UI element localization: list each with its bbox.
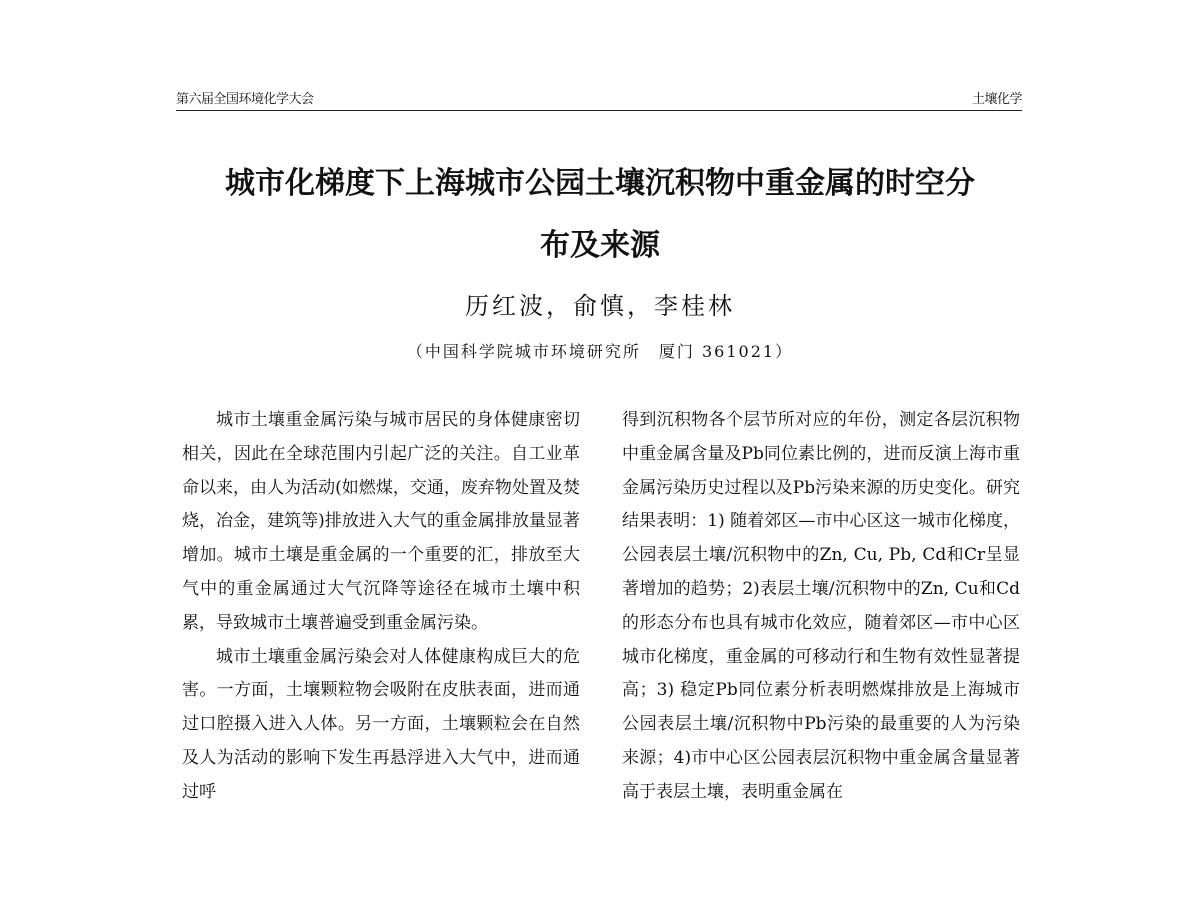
body-paragraph-continued: 得到沉积物各个层节所对应的年份，测定各层沉积物中重金属含量及Pb同位素比例的，进而反演上海市重金属污染历史过程以及Pb污染来源的历史变化。研究结果表明：1) 随着郊区—市中心区这一城市化梯度，公园表层土壤/沉积物中的Zn, Cu, Pb, Cd和Cr呈显著增加的趋势；2)表层土壤/沉积物中的Zn, Cu和Cd的形态分布也具有城市化效应，随着郊区—市中心区城市化梯度，重金属的可移动行和生物有效性显著提高；3) 稳定Pb同位素分析表明燃煤排放是上海城市公园表层土壤/沉积物中Pb污染的最重要的人为污染来源；4)市中心区公园表层沉积物中重金属含量显著高于表层土壤，表明重金属在 <box>622 410 1020 802</box>
body-paragraph-1: 城市土壤重金属污染与城市居民的身体健康密切相关，因此在全球范围内引起广泛的关注。自工业革命以来，由人为活动(如燃煤，交通，废弃物处置及焚烧，冶金，建筑等)排放进入大气的重金属排放量显著增加。城市土壤是重金属的一个重要的汇，排放至大气中的重金属通过大气沉降等途径在城市土壤中积累，导致城市土壤普遍受到重金属污染。 <box>182 410 580 633</box>
conference-name: 第六届全国环境化学大会 <box>176 92 314 107</box>
body-paragraph-2: 城市土壤重金属污染会对人体健康构成巨大的危害。一方面，土壤颗粒物会吸附在皮肤表面，进而通过口腔摄入进入人体。另一方面，土壤颗粒会在自然及人为活动的影响下发生再悬浮进入大气中，进而通过呼 <box>182 646 580 802</box>
body-column-left <box>182 404 580 810</box>
section-name: 土壤化学 <box>971 92 1022 107</box>
paper-title-line2: 布及来源 <box>540 228 660 263</box>
paper-authors: 历红波，俞慎，李桂林 <box>465 292 735 320</box>
body-column-right <box>622 404 1020 810</box>
paper-affiliation: （中国科学院城市环境研究所 厦门 361021） <box>406 342 794 361</box>
running-header <box>176 86 1022 111</box>
paper-title-line1: 城市化梯度下上海城市公园土壤沉积物中重金属的时空分 <box>225 166 975 201</box>
